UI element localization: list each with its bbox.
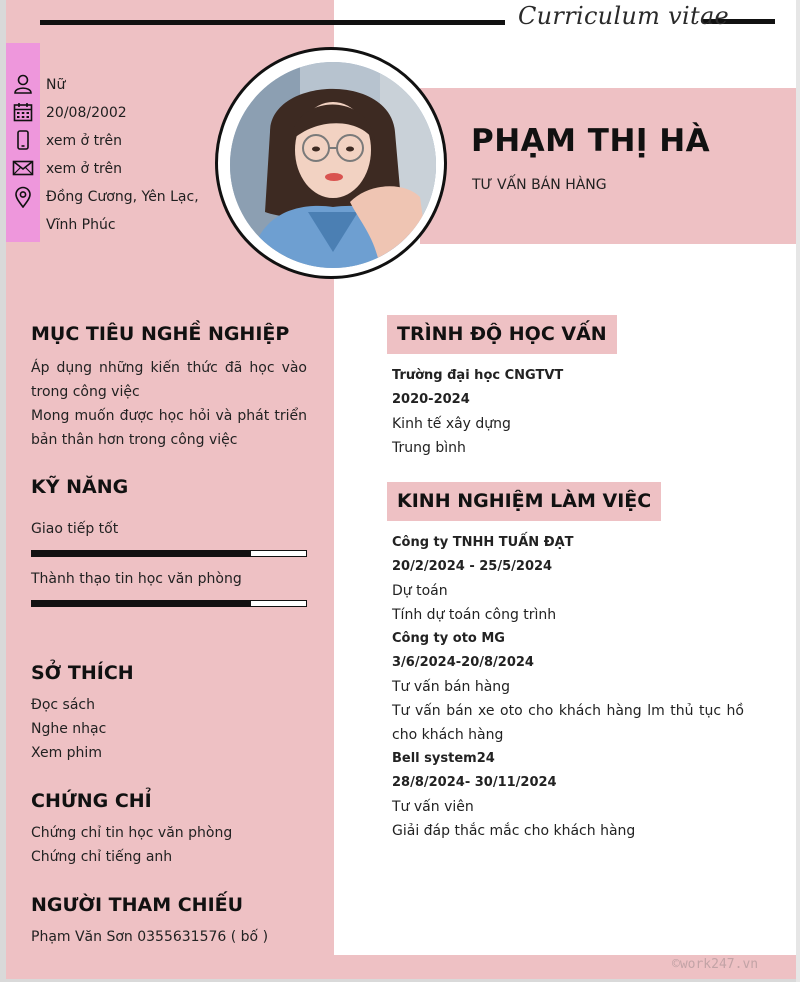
job-1-period: 20/2/2024 - 25/5/2024 bbox=[392, 559, 553, 574]
job-1-description: Tính dự toán công trình bbox=[392, 607, 557, 623]
hobby-item-3: Xem phim bbox=[31, 745, 102, 761]
candidate-job-title: TƯ VẤN BÁN HÀNG bbox=[472, 177, 607, 193]
email-value: xem ở trên bbox=[46, 161, 122, 177]
skill-bar-2 bbox=[31, 600, 307, 607]
gender-value: Nữ bbox=[46, 77, 66, 93]
job-3-period: 28/8/2024- 30/11/2024 bbox=[392, 775, 557, 790]
location-pin-icon bbox=[12, 186, 34, 208]
job-2-description: Tư vấn bán xe oto cho khách hàng lm thủ tục hồ cho khách hàng bbox=[392, 703, 744, 743]
phone-value: xem ở trên bbox=[46, 133, 122, 149]
experience-title: KINH NGHIỆM LÀM VIỆC bbox=[387, 482, 661, 521]
education-school: Trường đại học CNGTVT bbox=[392, 368, 564, 383]
hobby-item-2: Nghe nhạc bbox=[31, 721, 107, 737]
profile-photo bbox=[230, 62, 436, 268]
references-title: NGƯỜI THAM CHIẾU bbox=[31, 894, 244, 916]
objective-paragraph-2: Mong muốn được học hỏi và phát triển bản thân hơn trong công việc bbox=[31, 408, 307, 448]
watermark: ©work247.vn bbox=[672, 957, 759, 972]
objective-title: MỤC TIÊU NGHỀ NGHIỆP bbox=[31, 323, 290, 345]
job-3-company: Bell system24 bbox=[392, 751, 495, 766]
skill-bar-1 bbox=[31, 550, 307, 557]
mail-icon bbox=[12, 157, 34, 179]
candidate-name: PHẠM THỊ HÀ bbox=[471, 123, 711, 159]
education-period: 2020-2024 bbox=[392, 392, 470, 407]
hobbies-title: SỞ THÍCH bbox=[31, 662, 134, 684]
phone-icon bbox=[12, 129, 34, 151]
job-2-role: Tư vấn bán hàng bbox=[392, 679, 511, 695]
skill-label-1: Giao tiếp tốt bbox=[31, 521, 119, 537]
job-1-company: Công ty TNHH TUẤN ĐẠT bbox=[392, 535, 574, 550]
address-line-2: Vĩnh Phúc bbox=[46, 217, 116, 233]
education-grade: Trung bình bbox=[392, 440, 466, 456]
objective-paragraph-1: Áp dụng những kiến thức đã học vào trong công việc bbox=[31, 360, 307, 400]
education-title: TRÌNH ĐỘ HỌC VẤN bbox=[387, 315, 617, 354]
hobby-item-1: Đọc sách bbox=[31, 697, 96, 713]
education-major: Kinh tế xây dựng bbox=[392, 416, 511, 432]
user-icon bbox=[12, 73, 34, 95]
skill-bar-fill-1 bbox=[32, 551, 251, 556]
header-rule-left bbox=[40, 20, 505, 25]
certificates-title: CHỨNG CHỈ bbox=[31, 790, 152, 812]
certificate-item-1: Chứng chỉ tin học văn phòng bbox=[31, 825, 233, 841]
job-1-role: Dự toán bbox=[392, 583, 448, 599]
certificate-item-2: Chứng chỉ tiếng anh bbox=[31, 849, 173, 865]
calendar-icon bbox=[12, 101, 34, 123]
skill-bar-fill-2 bbox=[32, 601, 251, 606]
birthdate-value: 20/08/2002 bbox=[46, 105, 127, 121]
skill-label-2: Thành thạo tin học văn phòng bbox=[31, 571, 242, 587]
skills-title: KỸ NĂNG bbox=[31, 476, 129, 498]
address-line-1: Đồng Cương, Yên Lạc, bbox=[46, 189, 199, 205]
reference-item-1: Phạm Văn Sơn 0355631576 ( bố ) bbox=[31, 929, 269, 945]
name-band bbox=[420, 88, 796, 244]
page-border-right bbox=[796, 0, 800, 982]
job-2-period: 3/6/2024-20/8/2024 bbox=[392, 655, 534, 670]
job-3-description: Giải đáp thắc mắc cho khách hàng bbox=[392, 823, 636, 839]
job-3-role: Tư vấn viên bbox=[392, 799, 474, 815]
job-2-company: Công ty oto MG bbox=[392, 631, 505, 646]
cv-heading: Curriculum vitae bbox=[518, 2, 730, 30]
